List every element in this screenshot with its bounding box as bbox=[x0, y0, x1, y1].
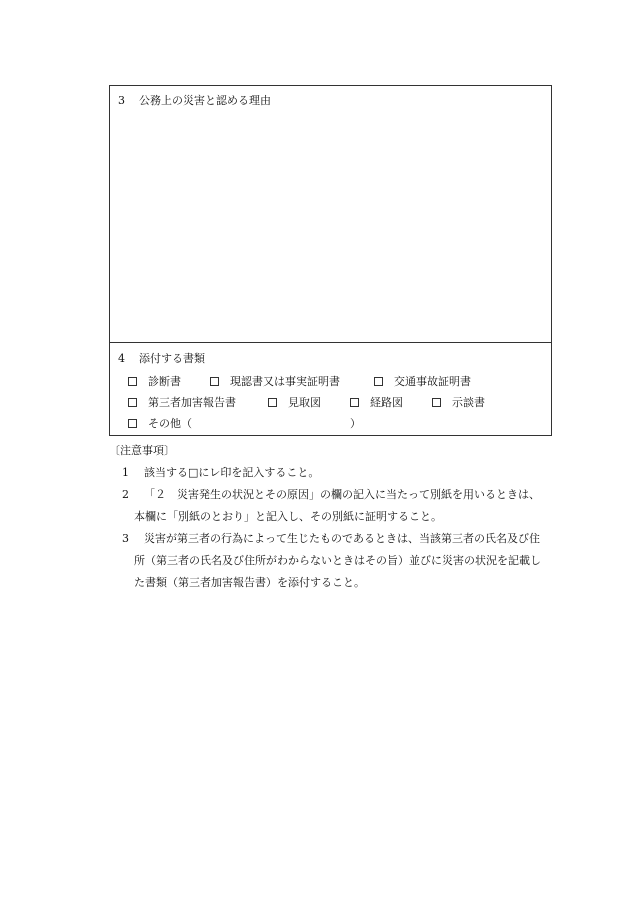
note-item-1 bbox=[122, 462, 562, 484]
settlement-document-checkbox[interactable] bbox=[432, 398, 441, 407]
note-line bbox=[122, 484, 562, 506]
note-text: 該当する□にレ印を記入すること。 bbox=[144, 466, 320, 479]
option-label: 交通事故証明書 bbox=[394, 375, 471, 388]
note-line: 本欄に「別紙のとおり」と記入し、その別紙に証明すること。 bbox=[134, 510, 442, 523]
diagnosis-checkbox[interactable] bbox=[128, 377, 137, 386]
attachments-heading bbox=[118, 352, 205, 366]
option-witness-statement[interactable] bbox=[210, 374, 340, 390]
notes-title: 〔注意事項〕 bbox=[109, 444, 175, 457]
option-label: 見取図 bbox=[288, 396, 321, 409]
option-settlement-document[interactable] bbox=[432, 395, 485, 411]
form-box bbox=[109, 85, 552, 436]
note-line bbox=[122, 462, 562, 484]
other-checkbox[interactable] bbox=[128, 419, 137, 428]
note-item-2 bbox=[122, 484, 562, 528]
reason-heading bbox=[118, 94, 271, 108]
option-diagnosis[interactable] bbox=[128, 374, 181, 390]
option-sketch-map[interactable] bbox=[268, 395, 321, 411]
option-route-map[interactable] bbox=[350, 395, 403, 411]
attachments-section-number: 4 bbox=[118, 352, 125, 365]
option-traffic-accident-certificate[interactable] bbox=[374, 374, 471, 390]
third-party-report-checkbox[interactable] bbox=[128, 398, 137, 407]
option-third-party-report[interactable] bbox=[128, 395, 236, 411]
traffic-accident-certificate-checkbox[interactable] bbox=[374, 377, 383, 386]
sketch-map-checkbox[interactable] bbox=[268, 398, 277, 407]
note-text: 災害が第三者の行為によって生じたものであるときは、当該第三者の氏名及び住 bbox=[144, 532, 540, 545]
route-map-checkbox[interactable] bbox=[350, 398, 359, 407]
option-label: 第三者加害報告書 bbox=[148, 396, 236, 409]
note-line bbox=[122, 528, 562, 550]
attachments-section bbox=[110, 343, 551, 437]
option-other[interactable] bbox=[128, 416, 192, 432]
option-label: その他（ bbox=[148, 417, 192, 430]
note-text: 「２ 災害発生の状況とその原因」の欄の記入に当たって別紙を用いるときは、 bbox=[144, 488, 540, 501]
note-number: 1 bbox=[122, 466, 129, 479]
reason-section-number: 3 bbox=[118, 94, 125, 107]
option-label: 診断書 bbox=[148, 375, 181, 388]
other-close-paren: ） bbox=[350, 417, 361, 430]
attachments-row-3 bbox=[128, 416, 548, 432]
option-label: 現認書又は事実証明書 bbox=[230, 375, 340, 388]
witness-statement-checkbox[interactable] bbox=[210, 377, 219, 386]
attachments-section-title: 添付する書類 bbox=[139, 352, 205, 365]
note-number: 3 bbox=[122, 532, 129, 545]
note-line: た書類（第三者加害報告書）を添付すること。 bbox=[134, 576, 365, 589]
option-label: 経路図 bbox=[370, 396, 403, 409]
reason-section-title: 公務上の災害と認める理由 bbox=[139, 94, 271, 107]
note-number: 2 bbox=[122, 488, 129, 501]
reason-section[interactable] bbox=[110, 86, 551, 343]
note-line: 所（第三者の氏名及び住所がわからないときはその旨）並びに災害の状況を記載し bbox=[134, 554, 541, 567]
option-label: 示談書 bbox=[452, 396, 485, 409]
note-item-3 bbox=[122, 528, 562, 594]
